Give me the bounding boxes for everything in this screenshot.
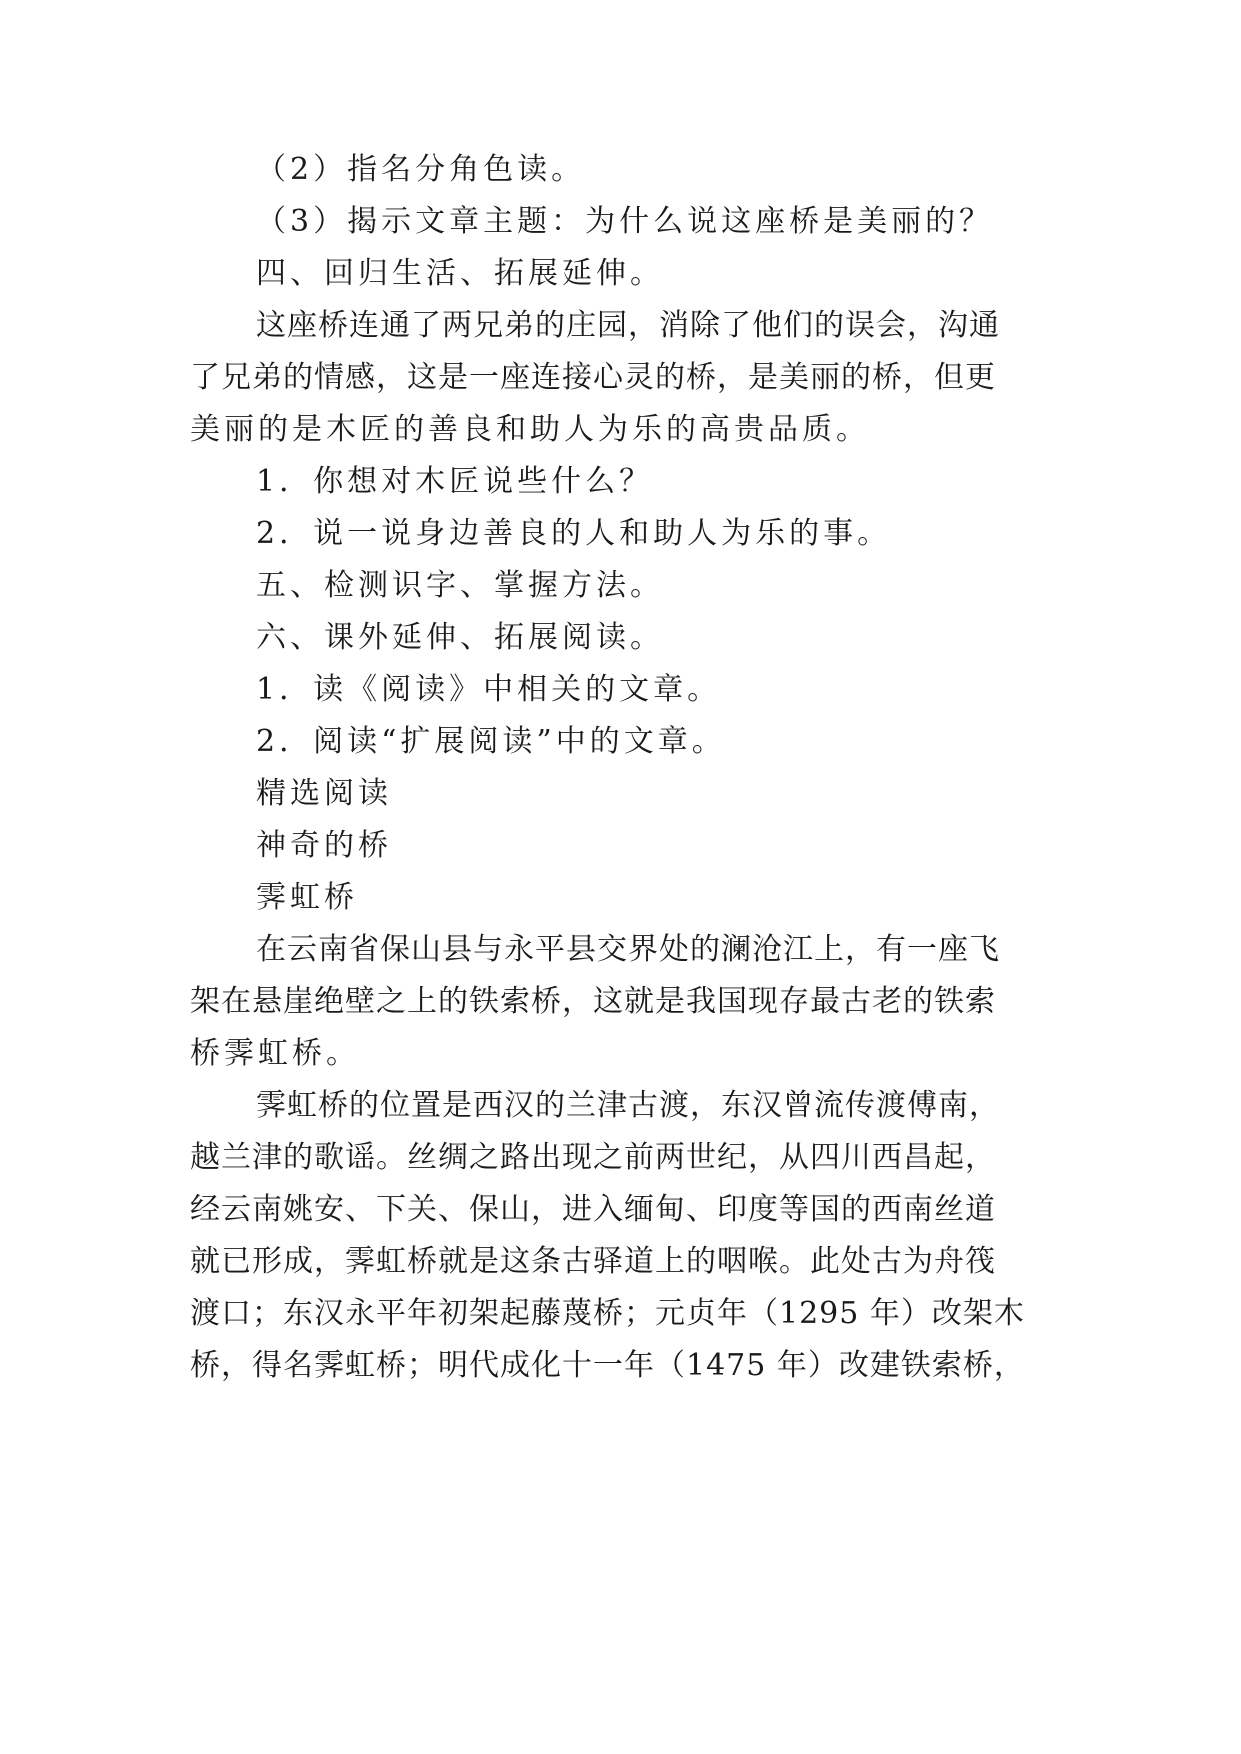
text-line: 桥霁虹桥。: [190, 1036, 360, 1071]
list-item: 2．阅读“扩展阅读”中的文章。: [256, 724, 726, 759]
list-item: 1．读《阅读》中相关的文章。: [256, 672, 722, 707]
text-line: 经云南姚安、下关、保山，进入缅甸、印度等国的西南丝道: [190, 1192, 996, 1227]
text-line: 越兰津的歌谣。丝绸之路出现之前两世纪，从四川西昌起，: [190, 1140, 996, 1175]
text-line: 在云南省保山县与永平县交界处的澜沧江上，有一座飞: [256, 932, 1000, 967]
text-line: 渡口；东汉永平年初架起藤蔑桥；元贞年（1295 年）改架木: [190, 1296, 1025, 1331]
text-line: 就已形成，霁虹桥就是这条古驿道上的咽喉。此处古为舟筏: [190, 1244, 996, 1279]
subheading: 神奇的桥: [256, 828, 392, 863]
text-line: 霁虹桥的位置是西汉的兰津古渡，东汉曾流传渡傅南，: [256, 1088, 1000, 1123]
text-line: 了兄弟的情感，这是一座连接心灵的桥，是美丽的桥，但更: [190, 360, 996, 395]
article-title: 霁虹桥: [256, 880, 358, 915]
text-line: （3）揭示文章主题：为什么说这座桥是美丽的？: [256, 204, 994, 239]
list-item: 2．说一说身边善良的人和助人为乐的事。: [256, 516, 892, 551]
section-heading: 四、回归生活、拓展延伸。: [256, 256, 664, 291]
section-heading: 五、检测识字、掌握方法。: [256, 568, 664, 603]
subheading: 精选阅读: [256, 776, 392, 811]
section-heading: 六、课外延伸、拓展阅读。: [256, 620, 664, 655]
list-item: 1．你想对木匠说些什么？: [256, 464, 654, 499]
text-line: 桥，得名霁虹桥；明代成化十一年（1475 年）改建铁索桥，: [190, 1348, 1025, 1383]
text-line: 美丽的是木匠的善良和助人为乐的高贵品质。: [190, 412, 870, 447]
text-line: （2）指名分角色读。: [256, 152, 586, 187]
text-line: 架在悬崖绝壁之上的铁索桥，这就是我国现存最古老的铁索: [190, 984, 996, 1019]
text-line: 这座桥连通了两兄弟的庄园，消除了他们的误会，沟通: [256, 308, 1000, 343]
